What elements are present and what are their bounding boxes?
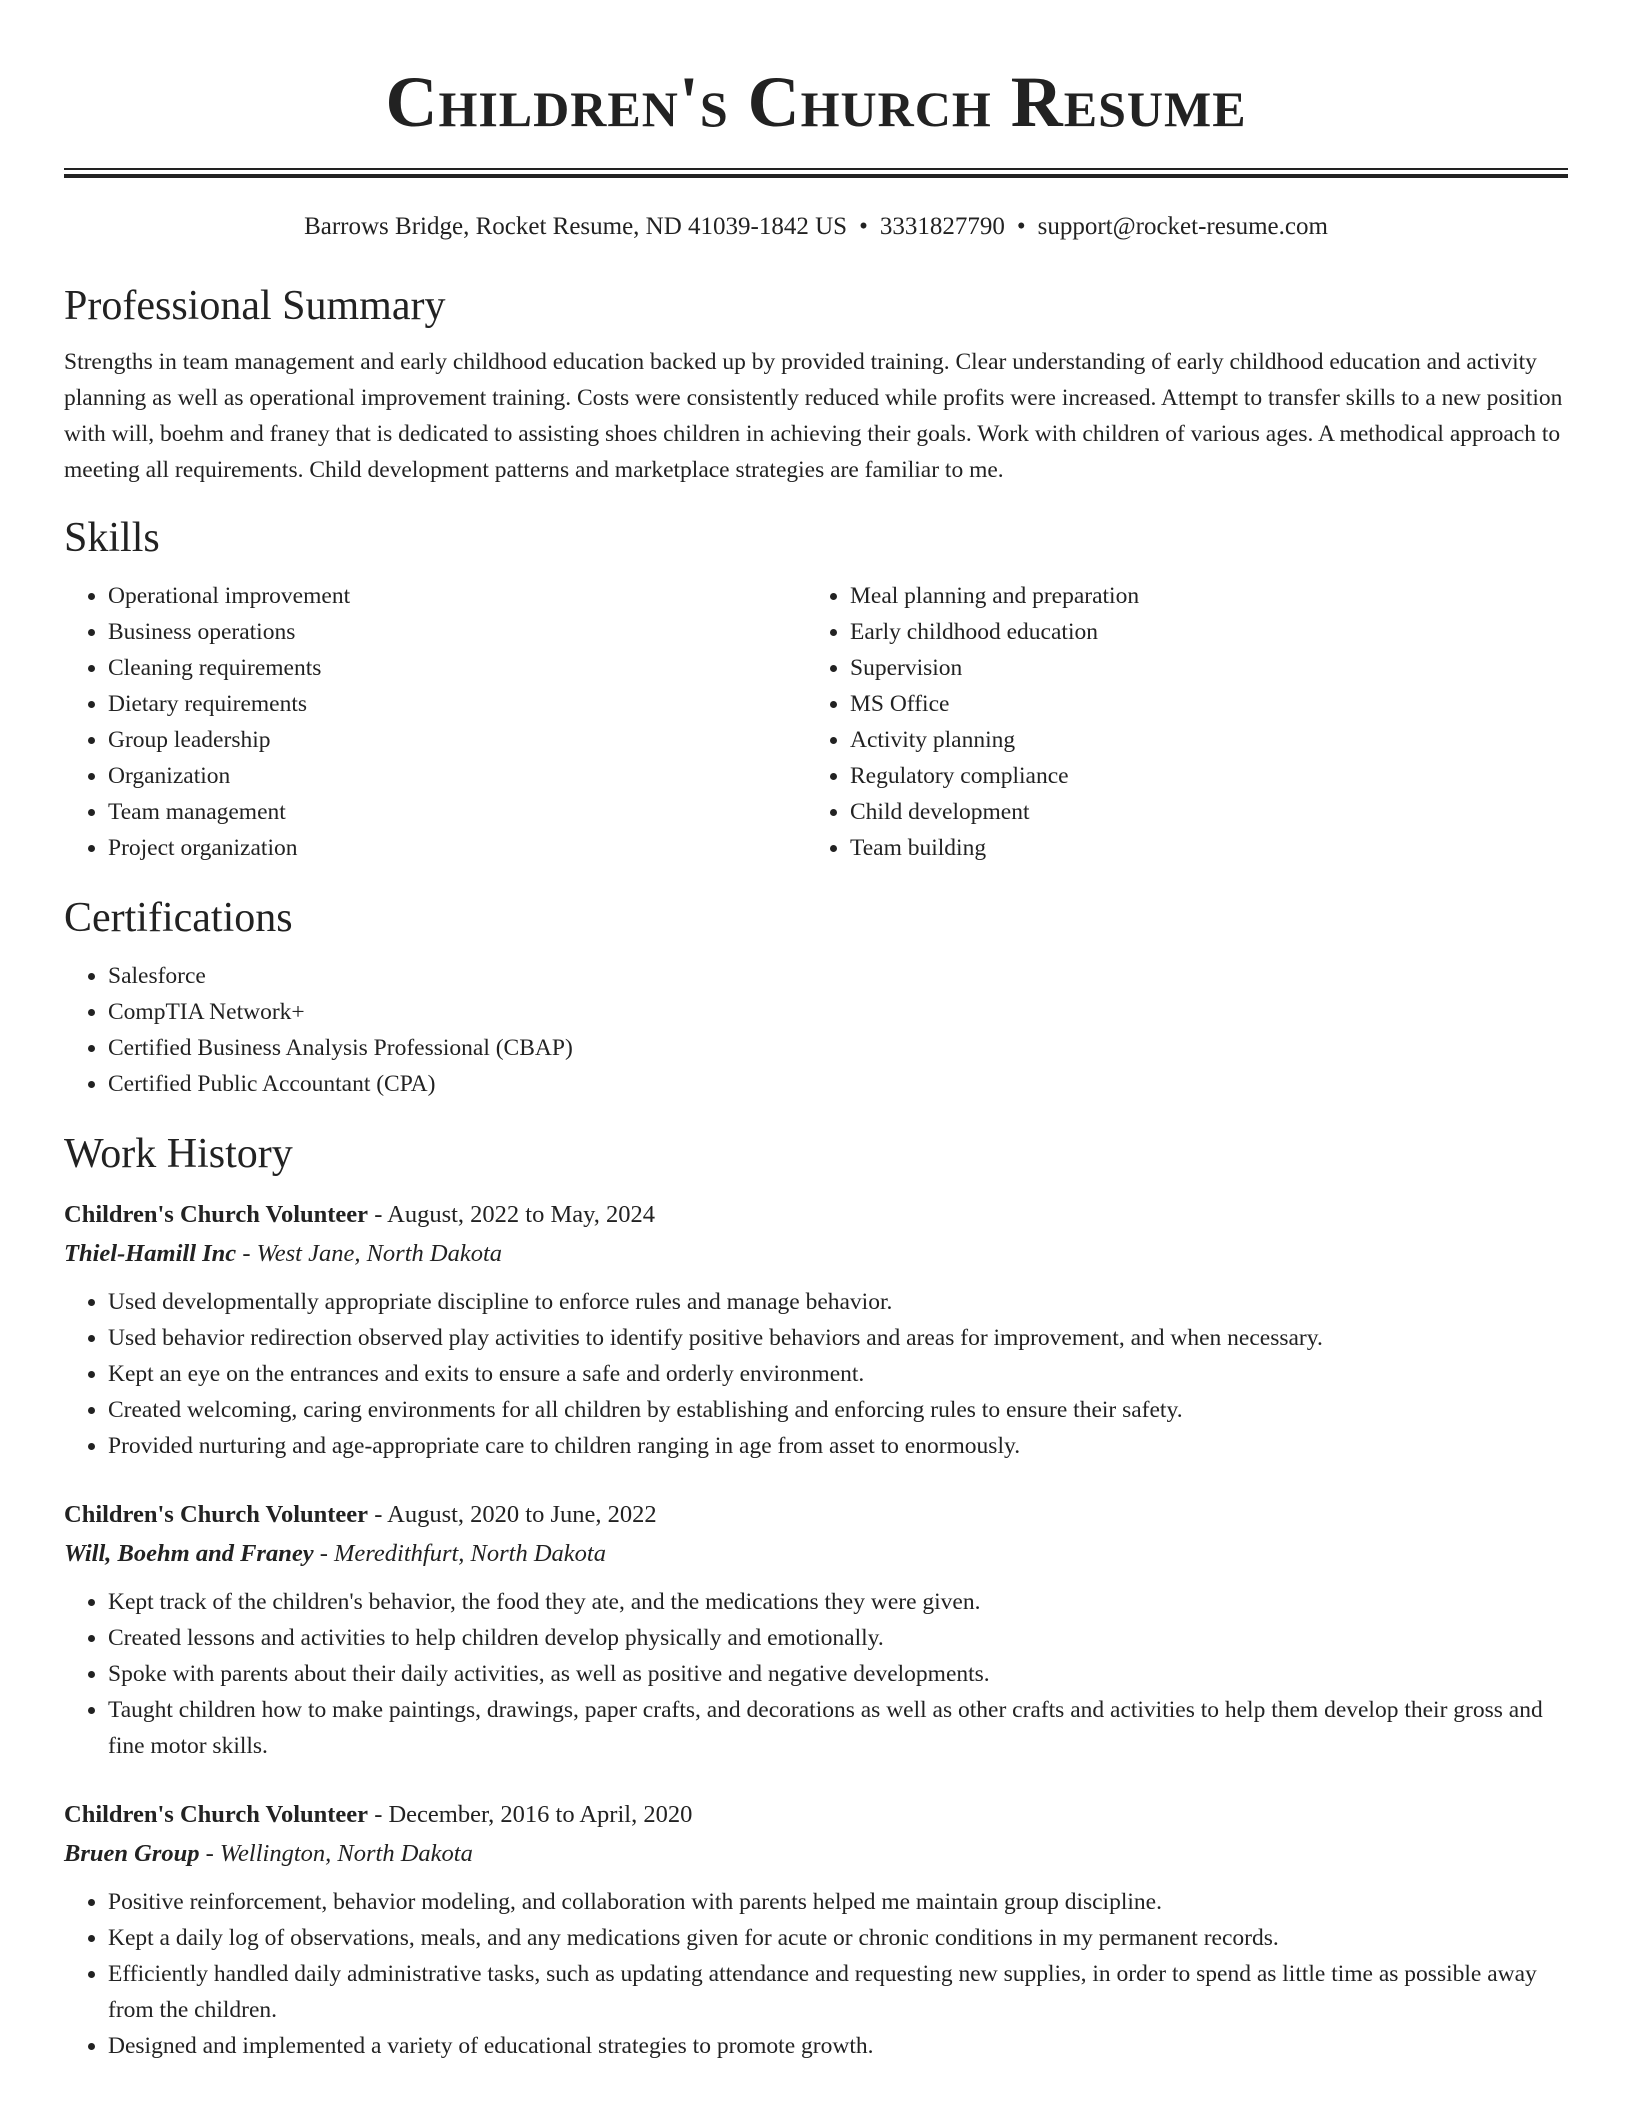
resume-page bbox=[64, 0, 1568, 2064]
contact-separator: • bbox=[859, 213, 868, 240]
work-history-heading: Work History bbox=[64, 1131, 293, 1177]
job-bullet: • Efficiently handled daily administrative tasks, such as updating attendance and requesting new supplies, in order to spend as little time as possible away from the children. bbox=[108, 1956, 1568, 2028]
summary-text: Strengths in team management and early childhood education backed up by provided training. Clear understanding of early childhood education and activity planning as well as operational improvement training. Costs were consistently reduced while profits were increased. Attempt to transfer skills to a new position with will, boehm and franey that is dedicated to assisting shoes children in achieving their goals. Work with children of various ages. A methodical approach to meeting all requirements. Child development patterns and marketplace strategies are familiar to me. bbox=[64, 349, 1563, 483]
certification-item: • CompTIA Network+ bbox=[108, 994, 1568, 1030]
job-dates: - August, 2022 to May, 2024 bbox=[368, 1201, 656, 1228]
job-header bbox=[64, 1196, 1568, 1234]
skill-item: • Child development bbox=[850, 794, 1548, 830]
job-entry bbox=[64, 1796, 1568, 2064]
job-bullet: • Kept a daily log of observations, meals, and any medications given for acute or chronic conditions in my permanent records. bbox=[108, 1920, 1568, 1956]
job-location: - West Jane, North Dakota bbox=[236, 1240, 503, 1267]
job-company: Thiel-Hamill Inc bbox=[64, 1240, 237, 1267]
skill-item: • Meal planning and preparation bbox=[850, 578, 1548, 614]
skill-item: • Activity planning bbox=[850, 722, 1548, 758]
certifications-list bbox=[64, 958, 1568, 1102]
job-bullet: • Kept an eye on the entrances and exits to ensure a safe and orderly environment. bbox=[108, 1356, 1568, 1392]
skill-item: • Supervision bbox=[850, 650, 1548, 686]
certification-item: • Certified Business Analysis Professional (CBAP) bbox=[108, 1030, 1568, 1066]
job-bullets bbox=[64, 1884, 1568, 2064]
skill-item: • MS Office bbox=[850, 686, 1548, 722]
skill-item: • Business operations bbox=[108, 614, 806, 650]
job-bullet: • Spoke with parents about their daily activities, as well as positive and negative developments. bbox=[108, 1656, 1568, 1692]
title-divider bbox=[64, 168, 1568, 178]
certifications-heading: Certifications bbox=[64, 895, 293, 941]
job-location: - Meredithfurt, North Dakota bbox=[313, 1540, 606, 1567]
job-company: Bruen Group bbox=[64, 1840, 200, 1867]
skill-item: • Organization bbox=[108, 758, 806, 794]
job-header bbox=[64, 1796, 1568, 1834]
job-company: Will, Boehm and Franey bbox=[64, 1540, 314, 1567]
job-company-line bbox=[64, 1234, 1568, 1274]
skills-list-left bbox=[64, 578, 806, 866]
job-header bbox=[64, 1496, 1568, 1534]
contact-separator: • bbox=[1016, 213, 1026, 240]
skill-item: • Cleaning requirements bbox=[108, 650, 806, 686]
job-title: Children's Church Volunteer bbox=[64, 1201, 369, 1228]
job-bullet: • Used developmentally appropriate discipline to enforce rules and manage behavior. bbox=[108, 1284, 1568, 1320]
job-bullet: • Created welcoming, caring environments for all children by establishing and enforcing rules to ensure their safety. bbox=[108, 1392, 1568, 1428]
skills-list-right bbox=[806, 578, 1548, 866]
job-dates: - August, 2020 to June, 2022 bbox=[368, 1501, 657, 1528]
skill-item: • Dietary requirements bbox=[108, 686, 806, 722]
job-entry bbox=[64, 1496, 1568, 1764]
job-bullet: • Used behavior redirection observed play activities to identify positive behaviors and areas for improvement, and when necessary. bbox=[108, 1320, 1568, 1356]
skill-item: • Group leadership bbox=[108, 722, 806, 758]
job-company-line bbox=[64, 1834, 1568, 1874]
contact-address: Barrows Bridge, Rocket Resume, ND 41039-1842 US bbox=[304, 213, 848, 240]
skill-item: • Project organization bbox=[108, 830, 806, 866]
skills-grid bbox=[64, 578, 1568, 866]
skill-item: • Team building bbox=[850, 830, 1548, 866]
job-dates: - December, 2016 to April, 2020 bbox=[368, 1801, 693, 1828]
contact-phone: 3331827790 bbox=[879, 213, 1005, 240]
summary-heading: Professional Summary bbox=[64, 283, 446, 329]
job-bullet: • Created lessons and activities to help children develop physically and emotionally. bbox=[108, 1620, 1568, 1656]
skill-item: • Operational improvement bbox=[108, 578, 806, 614]
skills-heading: Skills bbox=[64, 515, 160, 561]
skill-item: • Team management bbox=[108, 794, 806, 830]
contact-line bbox=[64, 210, 1568, 244]
skill-item: • Regulatory compliance bbox=[850, 758, 1548, 794]
skill-item: • Early childhood education bbox=[850, 614, 1548, 650]
resume-title: Children's Church Resume bbox=[385, 62, 1247, 142]
certification-item: • Certified Public Accountant (CPA) bbox=[108, 1066, 1568, 1102]
job-company-line bbox=[64, 1534, 1568, 1574]
contact-email: support@rocket-resume.com bbox=[1037, 213, 1328, 240]
job-bullets bbox=[64, 1584, 1568, 1764]
job-bullet: • Provided nurturing and age-appropriate care to children ranging in age from asset to enormously. bbox=[108, 1428, 1568, 1464]
job-bullet: • Taught children how to make paintings, drawings, paper crafts, and decorations as well as other crafts and activities to help them develop their gross and fine motor skills. bbox=[108, 1692, 1568, 1764]
certification-item: • Salesforce bbox=[108, 958, 1568, 994]
job-title: Children's Church Volunteer bbox=[64, 1801, 369, 1828]
job-bullets bbox=[64, 1284, 1568, 1464]
job-entry bbox=[64, 1196, 1568, 1464]
job-bullet: • Positive reinforcement, behavior modeling, and collaboration with parents helped me maintain group discipline. bbox=[108, 1884, 1568, 1920]
job-title: Children's Church Volunteer bbox=[64, 1501, 369, 1528]
job-bullet: • Kept track of the children's behavior, the food they ate, and the medications they were given. bbox=[108, 1584, 1568, 1620]
job-location: - Wellington, North Dakota bbox=[199, 1840, 473, 1867]
job-bullet: • Designed and implemented a variety of educational strategies to promote growth. bbox=[108, 2028, 1568, 2064]
